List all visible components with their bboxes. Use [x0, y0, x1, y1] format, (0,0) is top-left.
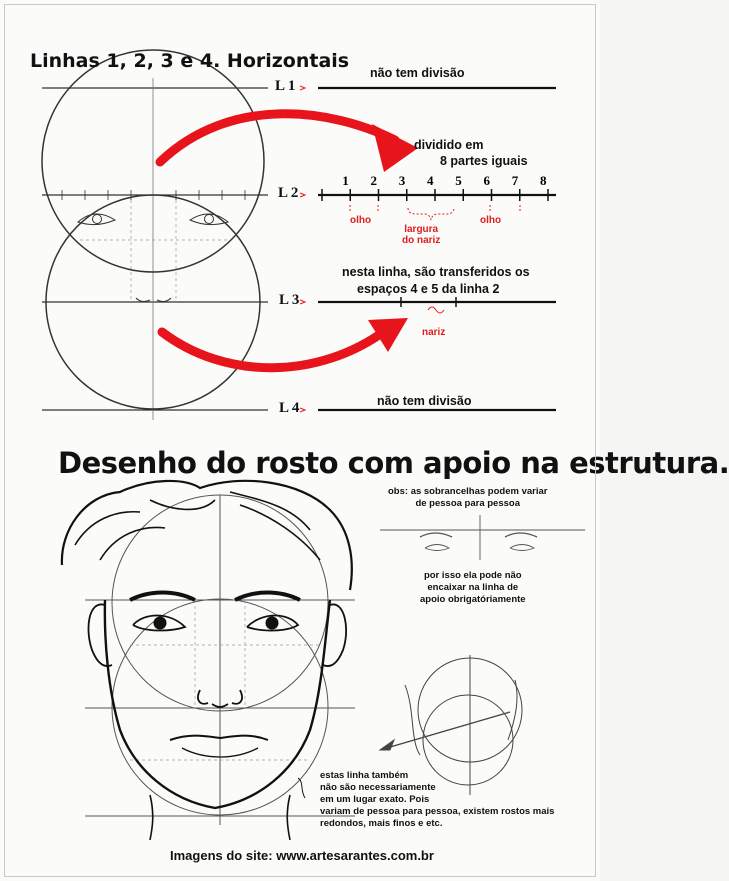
- eyebrow-example-diagram: [380, 515, 585, 560]
- l3-note-line2: espaços 4 e 5 da linha 2: [357, 282, 500, 296]
- l4-note: não tem divisão: [377, 394, 472, 408]
- l1-note: não tem divisão: [370, 66, 465, 80]
- l2-note-line2: 8 partes iguais: [440, 154, 528, 168]
- l2-division-number: 4: [427, 173, 434, 188]
- line-label-l3: L 3: [279, 292, 300, 308]
- l2-division-number: 5: [455, 173, 462, 188]
- annotation-nose-width: largura do nariz: [402, 224, 441, 246]
- annotation-nariz: nariz: [422, 327, 446, 338]
- arrow-upper: [160, 114, 395, 162]
- l2-division-number: 8: [540, 173, 547, 188]
- line-label-l1: L 1: [275, 78, 296, 94]
- footer-credit: Imagens do site: www.artesarantes.com.br: [170, 848, 434, 863]
- l3-note-line1: nesta linha, são transferidos os: [342, 265, 530, 279]
- line-label-l2: L 2: [278, 185, 299, 201]
- main-heading: Desenho do rosto com apoio na estrutura.: [58, 446, 729, 480]
- top-heading: Linhas 1, 2, 3 e 4. Horizontais: [30, 50, 350, 72]
- horizontal-lines: [318, 88, 556, 410]
- obs-note: obs: as sobrancelhas podem variar de pessoa para pessoa: [388, 486, 548, 509]
- eyebrow-note: por isso ela pode não encaixar na linha de apoio obrigatóriamente: [420, 570, 526, 605]
- l2-note-line1: dividido em: [414, 138, 484, 152]
- lines-note-part2: variam de pessoa para pessoa, existem rostos mais redondos, mais finos e etc.: [320, 806, 555, 829]
- annotation-olho-right: olho: [480, 215, 502, 226]
- line-label-l4: L 4: [279, 400, 300, 416]
- l2-division-number: 6: [483, 173, 490, 188]
- l2-division-number: 3: [398, 173, 406, 188]
- l2-division-number: 7: [511, 173, 519, 188]
- lines-note-part1: estas linha também não são necessariamente em um lugar exato. Pois: [320, 770, 436, 805]
- l2-division-number: 2: [370, 173, 377, 188]
- arrow-lower: [162, 330, 386, 368]
- face-drawing: [62, 481, 355, 840]
- annotation-olho-left: olho: [350, 215, 372, 226]
- l2-division-number: 1: [342, 173, 349, 188]
